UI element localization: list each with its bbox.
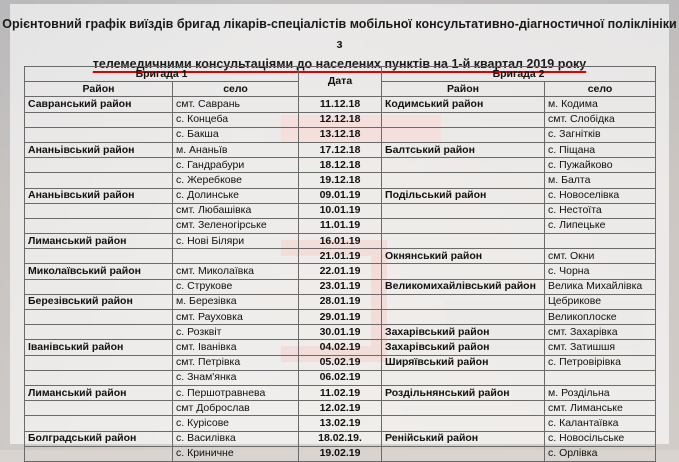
- schedule-body: [25, 97, 656, 462]
- cell-village-2: с. Чорна: [545, 264, 656, 279]
- cell-village-1: м. Ананьїв: [173, 142, 299, 157]
- cell-district-1: Болградський район: [25, 431, 173, 446]
- table-row: [25, 340, 656, 355]
- table-row: [25, 188, 656, 203]
- cell-village-1: с. Василівка: [173, 431, 299, 446]
- cell-date: 22.01.19: [299, 264, 382, 279]
- cell-village-2: м. Кодима: [545, 97, 656, 112]
- header-date: Дата: [299, 67, 382, 97]
- cell-date: 09.01.19: [299, 188, 382, 203]
- cell-date: 13.02.19: [299, 416, 382, 431]
- cell-district-1: [25, 401, 173, 416]
- cell-district-2: [382, 234, 545, 249]
- cell-village-1: смт. Іванівка: [173, 340, 299, 355]
- table-row: [25, 173, 656, 188]
- cell-date: 18.12.18: [299, 158, 382, 173]
- cell-date: 30.01.19: [299, 325, 382, 340]
- table-row: [25, 355, 656, 370]
- cell-district-2: [382, 401, 545, 416]
- cell-date: 18.02.19.: [299, 431, 382, 446]
- table-row: [25, 431, 656, 446]
- cell-village-2: [545, 234, 656, 249]
- cell-district-1: Лиманський район: [25, 385, 173, 400]
- cell-district-2: [382, 416, 545, 431]
- table-row: [25, 112, 656, 127]
- cell-village-1: смт. Рауховка: [173, 310, 299, 325]
- cell-district-1: [25, 355, 173, 370]
- cell-date: 11.12.18: [299, 97, 382, 112]
- cell-village-1: с. Бакша: [173, 127, 299, 142]
- table-row: [25, 234, 656, 249]
- table-row: [25, 294, 656, 309]
- cell-village-2: м. Балта: [545, 173, 656, 188]
- cell-date: 28.01.19: [299, 294, 382, 309]
- cell-district-1: [25, 127, 173, 142]
- cell-district-1: [25, 416, 173, 431]
- cell-village-2: м. Роздільна: [545, 385, 656, 400]
- header-village-2: село: [545, 82, 656, 97]
- table-row: [25, 310, 656, 325]
- cell-district-2: [382, 446, 545, 461]
- cell-district-1: [25, 370, 173, 385]
- table-row: [25, 370, 656, 385]
- page-title: [0, 14, 679, 74]
- table-row: [25, 249, 656, 264]
- cell-village-2: с. Нестоїта: [545, 203, 656, 218]
- cell-district-2: Подільський район: [382, 188, 545, 203]
- cell-village-2: смт. Затишшя: [545, 340, 656, 355]
- cell-village-1: смт. Любашівка: [173, 203, 299, 218]
- cell-village-2: с. Пужайково: [545, 158, 656, 173]
- cell-village-2: [545, 370, 656, 385]
- cell-district-2: Кодимський район: [382, 97, 545, 112]
- cell-district-1: [25, 446, 173, 461]
- cell-district-1: [25, 325, 173, 340]
- cell-date: 05.02.19: [299, 355, 382, 370]
- schedule-table: [24, 66, 656, 462]
- cell-village-1: с. Концеба: [173, 112, 299, 127]
- cell-date: 11.02.19: [299, 385, 382, 400]
- cell-district-1: [25, 249, 173, 264]
- cell-village-1: с. Криничне: [173, 446, 299, 461]
- table-row: [25, 446, 656, 461]
- table-row: [25, 279, 656, 294]
- table-row: [25, 416, 656, 431]
- cell-district-1: [25, 279, 173, 294]
- cell-village-1: смт. Саврань: [173, 97, 299, 112]
- cell-district-2: Роздільнянський район: [382, 385, 545, 400]
- cell-village-1: с. Нові Біляри: [173, 234, 299, 249]
- cell-district-2: [382, 112, 545, 127]
- cell-date: 12.12.18: [299, 112, 382, 127]
- table-row: [25, 325, 656, 340]
- table-row: [25, 264, 656, 279]
- header-district-2: Район: [382, 82, 545, 97]
- cell-district-2: [382, 264, 545, 279]
- cell-village-1: смт. Зеленогірське: [173, 218, 299, 233]
- cell-date: 19.12.18: [299, 173, 382, 188]
- cell-village-2: смт. Слобідка: [545, 112, 656, 127]
- cell-district-2: Окнянський район: [382, 249, 545, 264]
- cell-district-1: [25, 218, 173, 233]
- cell-date: 17.12.18: [299, 142, 382, 157]
- cell-village-1: с. Розквіт: [173, 325, 299, 340]
- cell-date: 06.02.19: [299, 370, 382, 385]
- cell-district-1: Савранський район: [25, 97, 173, 112]
- cell-date: 12.02.19: [299, 401, 382, 416]
- cell-date: 11.01.19: [299, 218, 382, 233]
- table-row: [25, 142, 656, 157]
- cell-village-2: с. Загнітків: [545, 127, 656, 142]
- cell-district-1: Ананьівський район: [25, 188, 173, 203]
- cell-village-2: с. Липецьке: [545, 218, 656, 233]
- cell-district-2: Балтський район: [382, 142, 545, 157]
- table-row: [25, 385, 656, 400]
- header-brigade-2: Бригада 2: [382, 67, 656, 82]
- table-row: [25, 203, 656, 218]
- header-brigade-1: Бригада 1: [25, 67, 299, 82]
- cell-village-1: м. Березівка: [173, 294, 299, 309]
- cell-date: 10.01.19: [299, 203, 382, 218]
- cell-district-1: Іванівський район: [25, 340, 173, 355]
- cell-district-2: [382, 218, 545, 233]
- cell-district-2: [382, 294, 545, 309]
- cell-district-1: Ананьівський район: [25, 142, 173, 157]
- cell-village-1: смт. Петрівка: [173, 355, 299, 370]
- title-line-1: Орієнтовний графік виїздів бригад лікарів-спеціалістів мобільної консультативно-діагностичної поліклініки з: [2, 17, 677, 51]
- cell-district-2: [382, 173, 545, 188]
- cell-district-2: Ренійський район: [382, 431, 545, 446]
- table-row: [25, 158, 656, 173]
- cell-village-1: с. Гандрабури: [173, 158, 299, 173]
- title-line-2: телемедичними консультаціями до населених пунктів на 1-й квартал 2019 року: [92, 57, 587, 71]
- cell-district-2: Захарівський район: [382, 325, 545, 340]
- header-district-1: Район: [25, 82, 173, 97]
- cell-district-1: [25, 173, 173, 188]
- cell-district-2: [382, 370, 545, 385]
- cell-date: 23.01.19: [299, 279, 382, 294]
- cell-village-2: Цебрикове: [545, 294, 656, 309]
- cell-village-2: с. Новоселівка: [545, 188, 656, 203]
- cell-district-2: [382, 127, 545, 142]
- cell-date: 29.01.19: [299, 310, 382, 325]
- cell-village-2: смт. Лиманське: [545, 401, 656, 416]
- table-row: [25, 127, 656, 142]
- cell-village-2: смт. Окни: [545, 249, 656, 264]
- cell-district-2: Ширяївський район: [382, 355, 545, 370]
- cell-district-1: Лиманський район: [25, 234, 173, 249]
- table-row: [25, 401, 656, 416]
- cell-village-2: Великоплоске: [545, 310, 656, 325]
- cell-village-2: с. Петровірівка: [545, 355, 656, 370]
- cell-village-1: с. Курісове: [173, 416, 299, 431]
- cell-district-2: [382, 203, 545, 218]
- cell-village-1: с. Жеребкове: [173, 173, 299, 188]
- cell-village-1: смт. Миколаївка: [173, 264, 299, 279]
- cell-district-2: [382, 158, 545, 173]
- cell-village-1: с. Знам'янка: [173, 370, 299, 385]
- cell-village-2: смт. Захарівка: [545, 325, 656, 340]
- cell-date: 21.01.19: [299, 249, 382, 264]
- cell-date: 04.02.19: [299, 340, 382, 355]
- cell-village-1: [173, 249, 299, 264]
- cell-district-2: Великомихайлівський район: [382, 279, 545, 294]
- cell-village-1: с. Долинське: [173, 188, 299, 203]
- cell-district-1: [25, 203, 173, 218]
- cell-village-2: с. Новосільське: [545, 431, 656, 446]
- cell-village-1: с. Першотравнева: [173, 385, 299, 400]
- cell-village-1: смт Доброслав: [173, 401, 299, 416]
- cell-village-2: с. Калантаївка: [545, 416, 656, 431]
- table-row: [25, 218, 656, 233]
- cell-district-1: [25, 158, 173, 173]
- cell-district-1: [25, 112, 173, 127]
- cell-district-1: Миколаївський район: [25, 264, 173, 279]
- header-village-1: село: [173, 82, 299, 97]
- cell-village-1: с. Струкове: [173, 279, 299, 294]
- cell-date: 13.12.18: [299, 127, 382, 142]
- cell-village-2: с. Орлівка: [545, 446, 656, 461]
- cell-date: 19.02.19: [299, 446, 382, 461]
- table-row: [25, 97, 656, 112]
- header-row-groups: [25, 67, 656, 82]
- cell-village-2: Велика Михайлівка: [545, 279, 656, 294]
- cell-district-2: [382, 310, 545, 325]
- cell-date: 16.01.19: [299, 234, 382, 249]
- cell-village-2: с. Піщана: [545, 142, 656, 157]
- cell-district-2: Захарівський район: [382, 340, 545, 355]
- cell-district-1: [25, 310, 173, 325]
- cell-district-1: Березівський район: [25, 294, 173, 309]
